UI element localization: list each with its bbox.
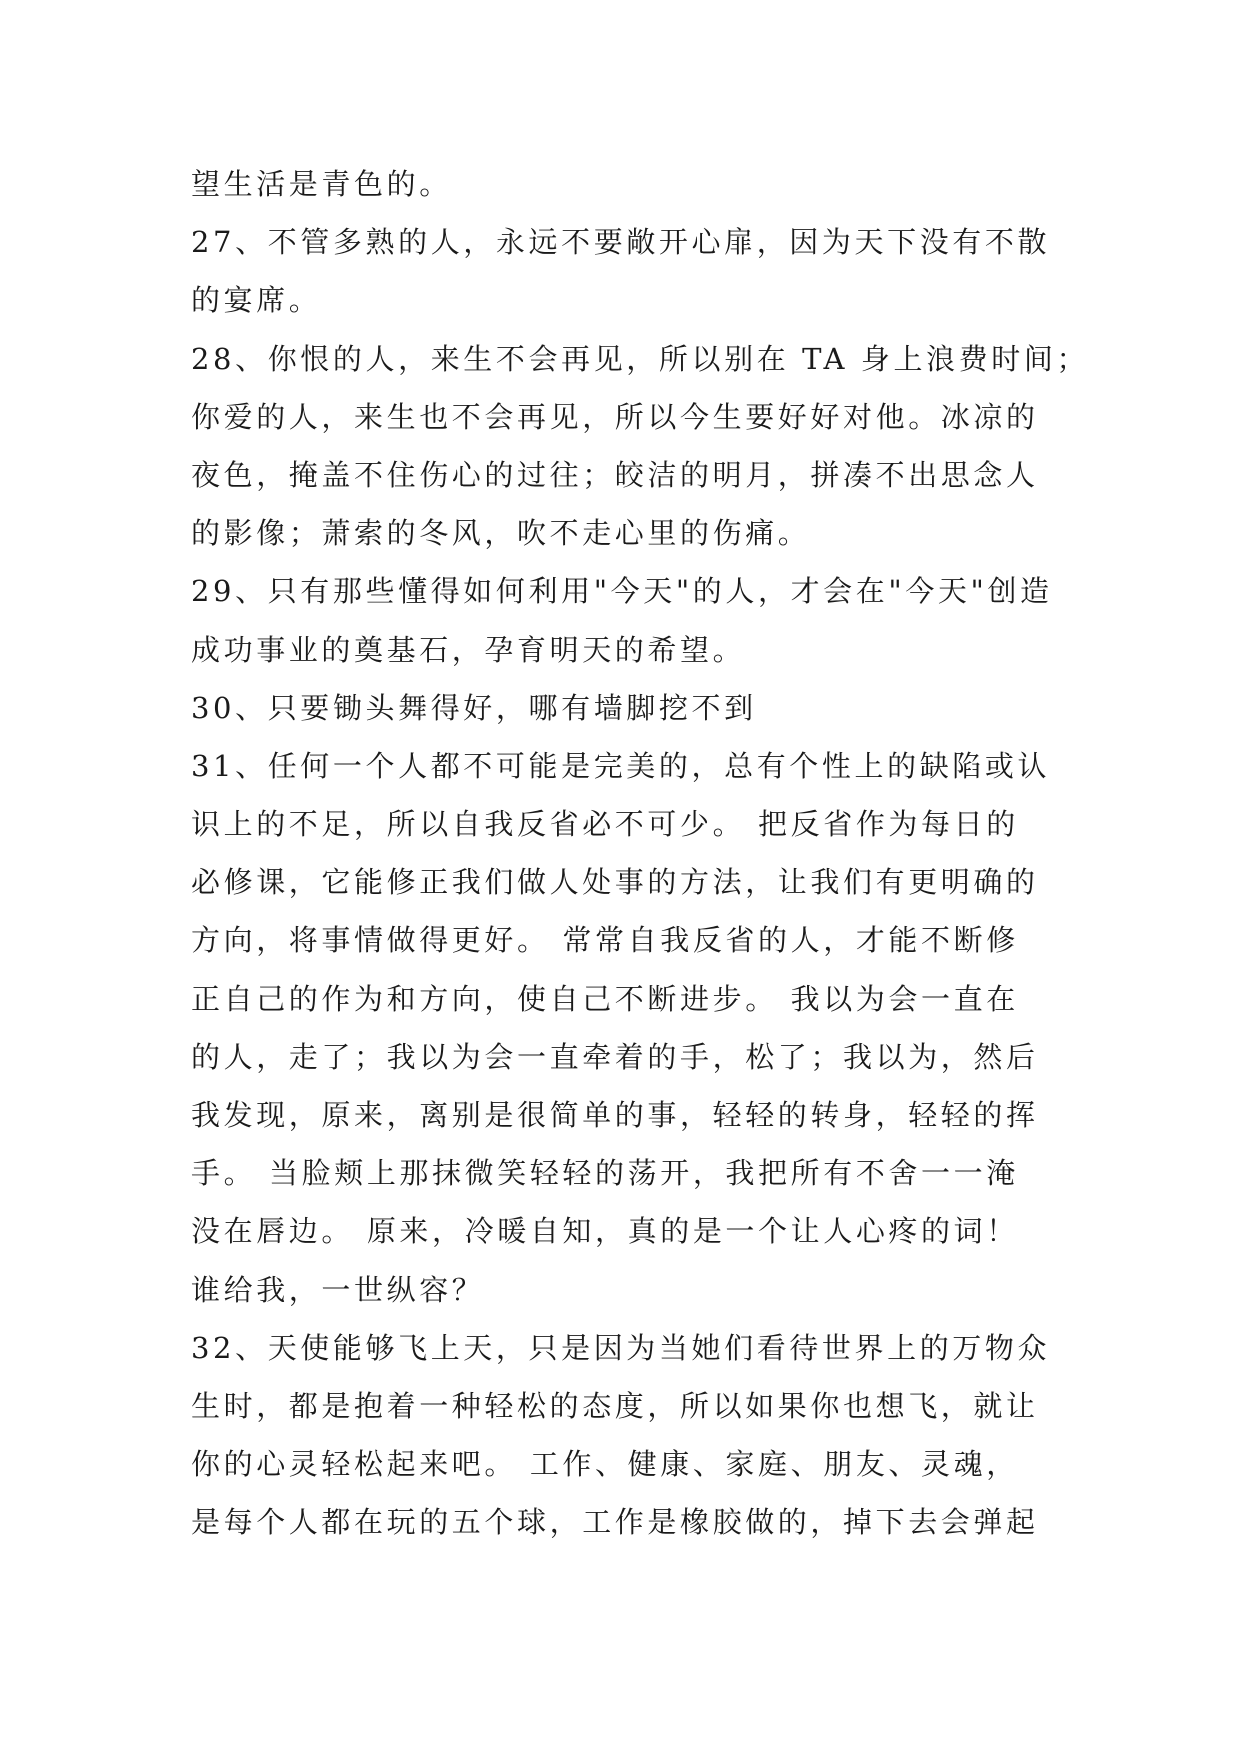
text-line: 望生活是青色的。 xyxy=(191,167,452,201)
text-line: 30、只要锄头舞得好，哪有墙脚挖不到 xyxy=(191,690,757,725)
text-line: 夜色，掩盖不住伤心的过往；皎洁的明月，拼凑不出思念人 xyxy=(191,457,1039,492)
text-line: 27、不管多熟的人，永远不要敞开心扉，因为天下没有不散 xyxy=(191,225,1051,260)
text-line: 我发现，原来，离别是很简单的事，轻轻的转身，轻轻的挥 xyxy=(191,1098,1039,1132)
text-line: 29、只有那些懂得如何利用"今天"的人，才会在"今天"创造 xyxy=(191,574,1053,609)
text-line: 的人，走了；我以为会一直牵着的手，松了；我以为，然后 xyxy=(191,1039,1039,1074)
text-line: 生时，都是抱着一种轻松的态度，所以如果你也想飞，就让 xyxy=(191,1388,1039,1423)
text-line: 谁给我，一世纵容？ xyxy=(191,1272,485,1307)
text-line: 是每个人都在玩的五个球，工作是橡胶做的，掉下去会弹起 xyxy=(191,1505,1039,1540)
text-line: 没在唇边。 原来，冷暖自知，真的是一个让人心疼的词！ xyxy=(191,1214,1019,1249)
text-line: 必修课，它能修正我们做人处事的方法，让我们有更明确的 xyxy=(191,865,1039,900)
text-line: 28、你恨的人，来生不会再见，所以别在 TA 身上浪费时间； xyxy=(191,341,1090,376)
text-line: 成功事业的奠基石，孕育明天的希望。 xyxy=(191,632,746,667)
body-text xyxy=(191,155,1090,1552)
text-line: 你爱的人，来生也不会再见，所以今生要好好对他。冰凉的 xyxy=(191,399,1039,434)
text-line: 手。 当脸颊上那抹微笑轻轻的荡开，我把所有不舍一一淹 xyxy=(191,1156,1019,1191)
text-line: 方向，将事情做得更好。 常常自我反省的人，才能不断修 xyxy=(191,923,1019,958)
text-line: 的影像；萧索的冬风，吹不走心里的伤痛。 xyxy=(191,516,811,551)
text-line: 正自己的作为和方向，使自己不断进步。 我以为会一直在 xyxy=(191,981,1019,1016)
text-line: 32、天使能够飞上天，只是因为当她们看待世界上的万物众 xyxy=(191,1330,1051,1365)
text-line: 的宴席。 xyxy=(191,283,322,318)
text-line: 31、任何一个人都不可能是完美的，总有个性上的缺陷或认 xyxy=(191,748,1051,783)
text-line: 你的心灵轻松起来吧。 工作、健康、家庭、朋友、灵魂， xyxy=(191,1447,1019,1482)
text-line: 识上的不足，所以自我反省必不可少。 把反省作为每日的 xyxy=(191,807,1019,842)
